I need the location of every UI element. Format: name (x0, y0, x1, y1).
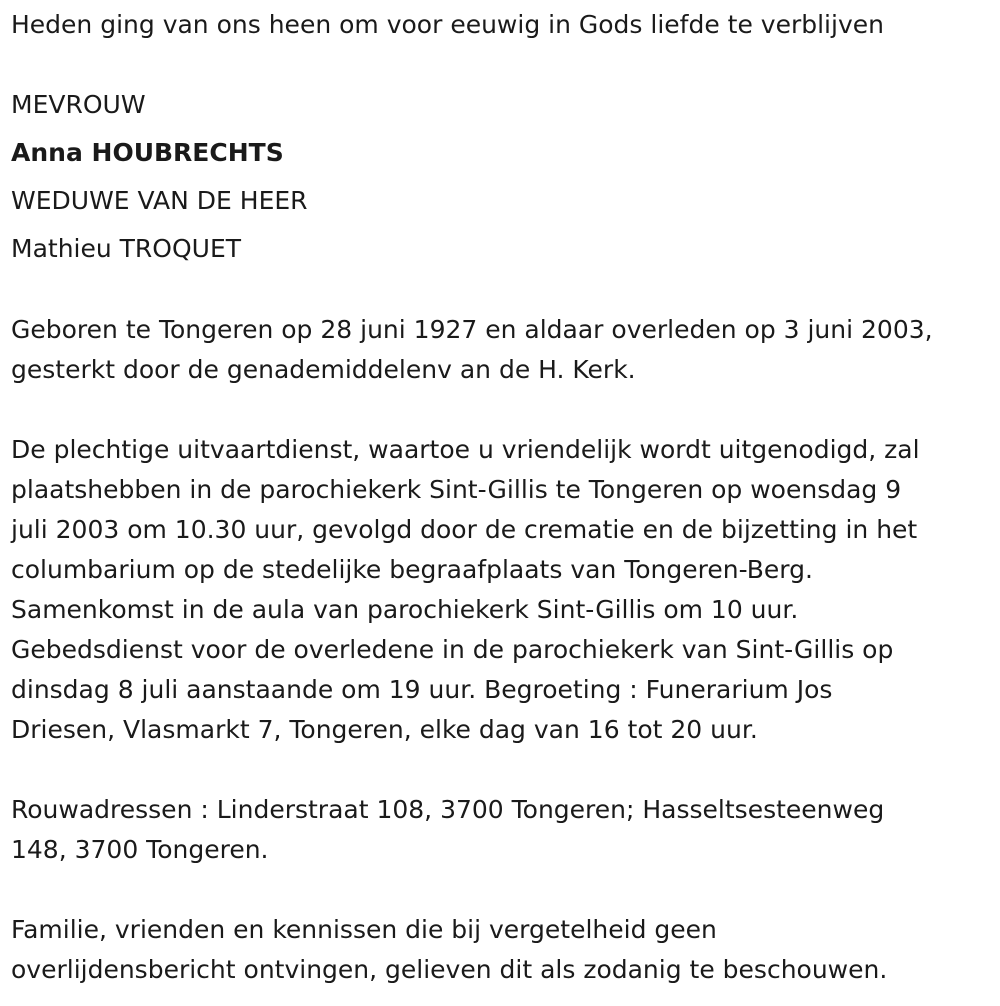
paragraph-line: overlijdensbericht ontvingen, gelieven dit als zodanig te beschouwen. (11, 955, 888, 984)
paragraph-line: Rouwadressen : Linderstraat 108, 3700 Tongeren; Hasseltsesteenweg (11, 795, 885, 824)
closing-paragraph (11, 910, 991, 990)
intro-text: Heden ging van ons heen om voor eeuwig in Gods liefde te verblijven (11, 10, 884, 39)
relation-text: WEDUWE VAN DE HEER (11, 186, 308, 215)
paragraph-line: gesterkt door de genademiddelenv an de H. Kerk. (11, 355, 636, 384)
spouse-name: Mathieu TROQUET (11, 234, 242, 263)
paragraph-line: 148, 3700 Tongeren. (11, 835, 269, 864)
paragraph-line: plaatshebben in de parochiekerk Sint-Gillis te Tongeren op woensdag 9 (11, 475, 902, 504)
service-paragraph (11, 430, 991, 750)
paragraph-line: Familie, vrienden en kennissen die bij vergetelheid geen (11, 915, 717, 944)
paragraph-line: juli 2003 om 10.30 uur, gevolgd door de crematie en de bijzetting in het (11, 515, 918, 544)
paragraph-line: Samenkomst in de aula van parochiekerk Sint-Gillis om 10 uur. (11, 595, 799, 624)
paragraph-line: Geboren te Tongeren op 28 juni 1927 en aldaar overleden op 3 juni 2003, (11, 315, 933, 344)
paragraph-line: Gebedsdienst voor de overledene in de parochiekerk van Sint-Gillis op (11, 635, 894, 664)
birth-paragraph (11, 310, 991, 390)
address-paragraph (11, 790, 991, 870)
paragraph-line: dinsdag 8 juli aanstaande om 19 uur. Begroeting : Funerarium Jos (11, 675, 833, 704)
paragraph-line: columbarium op de stedelijke begraafplaats van Tongeren-Berg. (11, 555, 813, 584)
paragraph-line: De plechtige uitvaartdienst, waartoe u vriendelijk wordt uitgenodigd, zal (11, 435, 920, 464)
paragraph-line: Driesen, Vlasmarkt 7, Tongeren, elke dag van 16 tot 20 uur. (11, 715, 758, 744)
deceased-name: Anna HOUBRECHTS (11, 138, 284, 167)
honorific-title: MEVROUW (11, 90, 146, 119)
